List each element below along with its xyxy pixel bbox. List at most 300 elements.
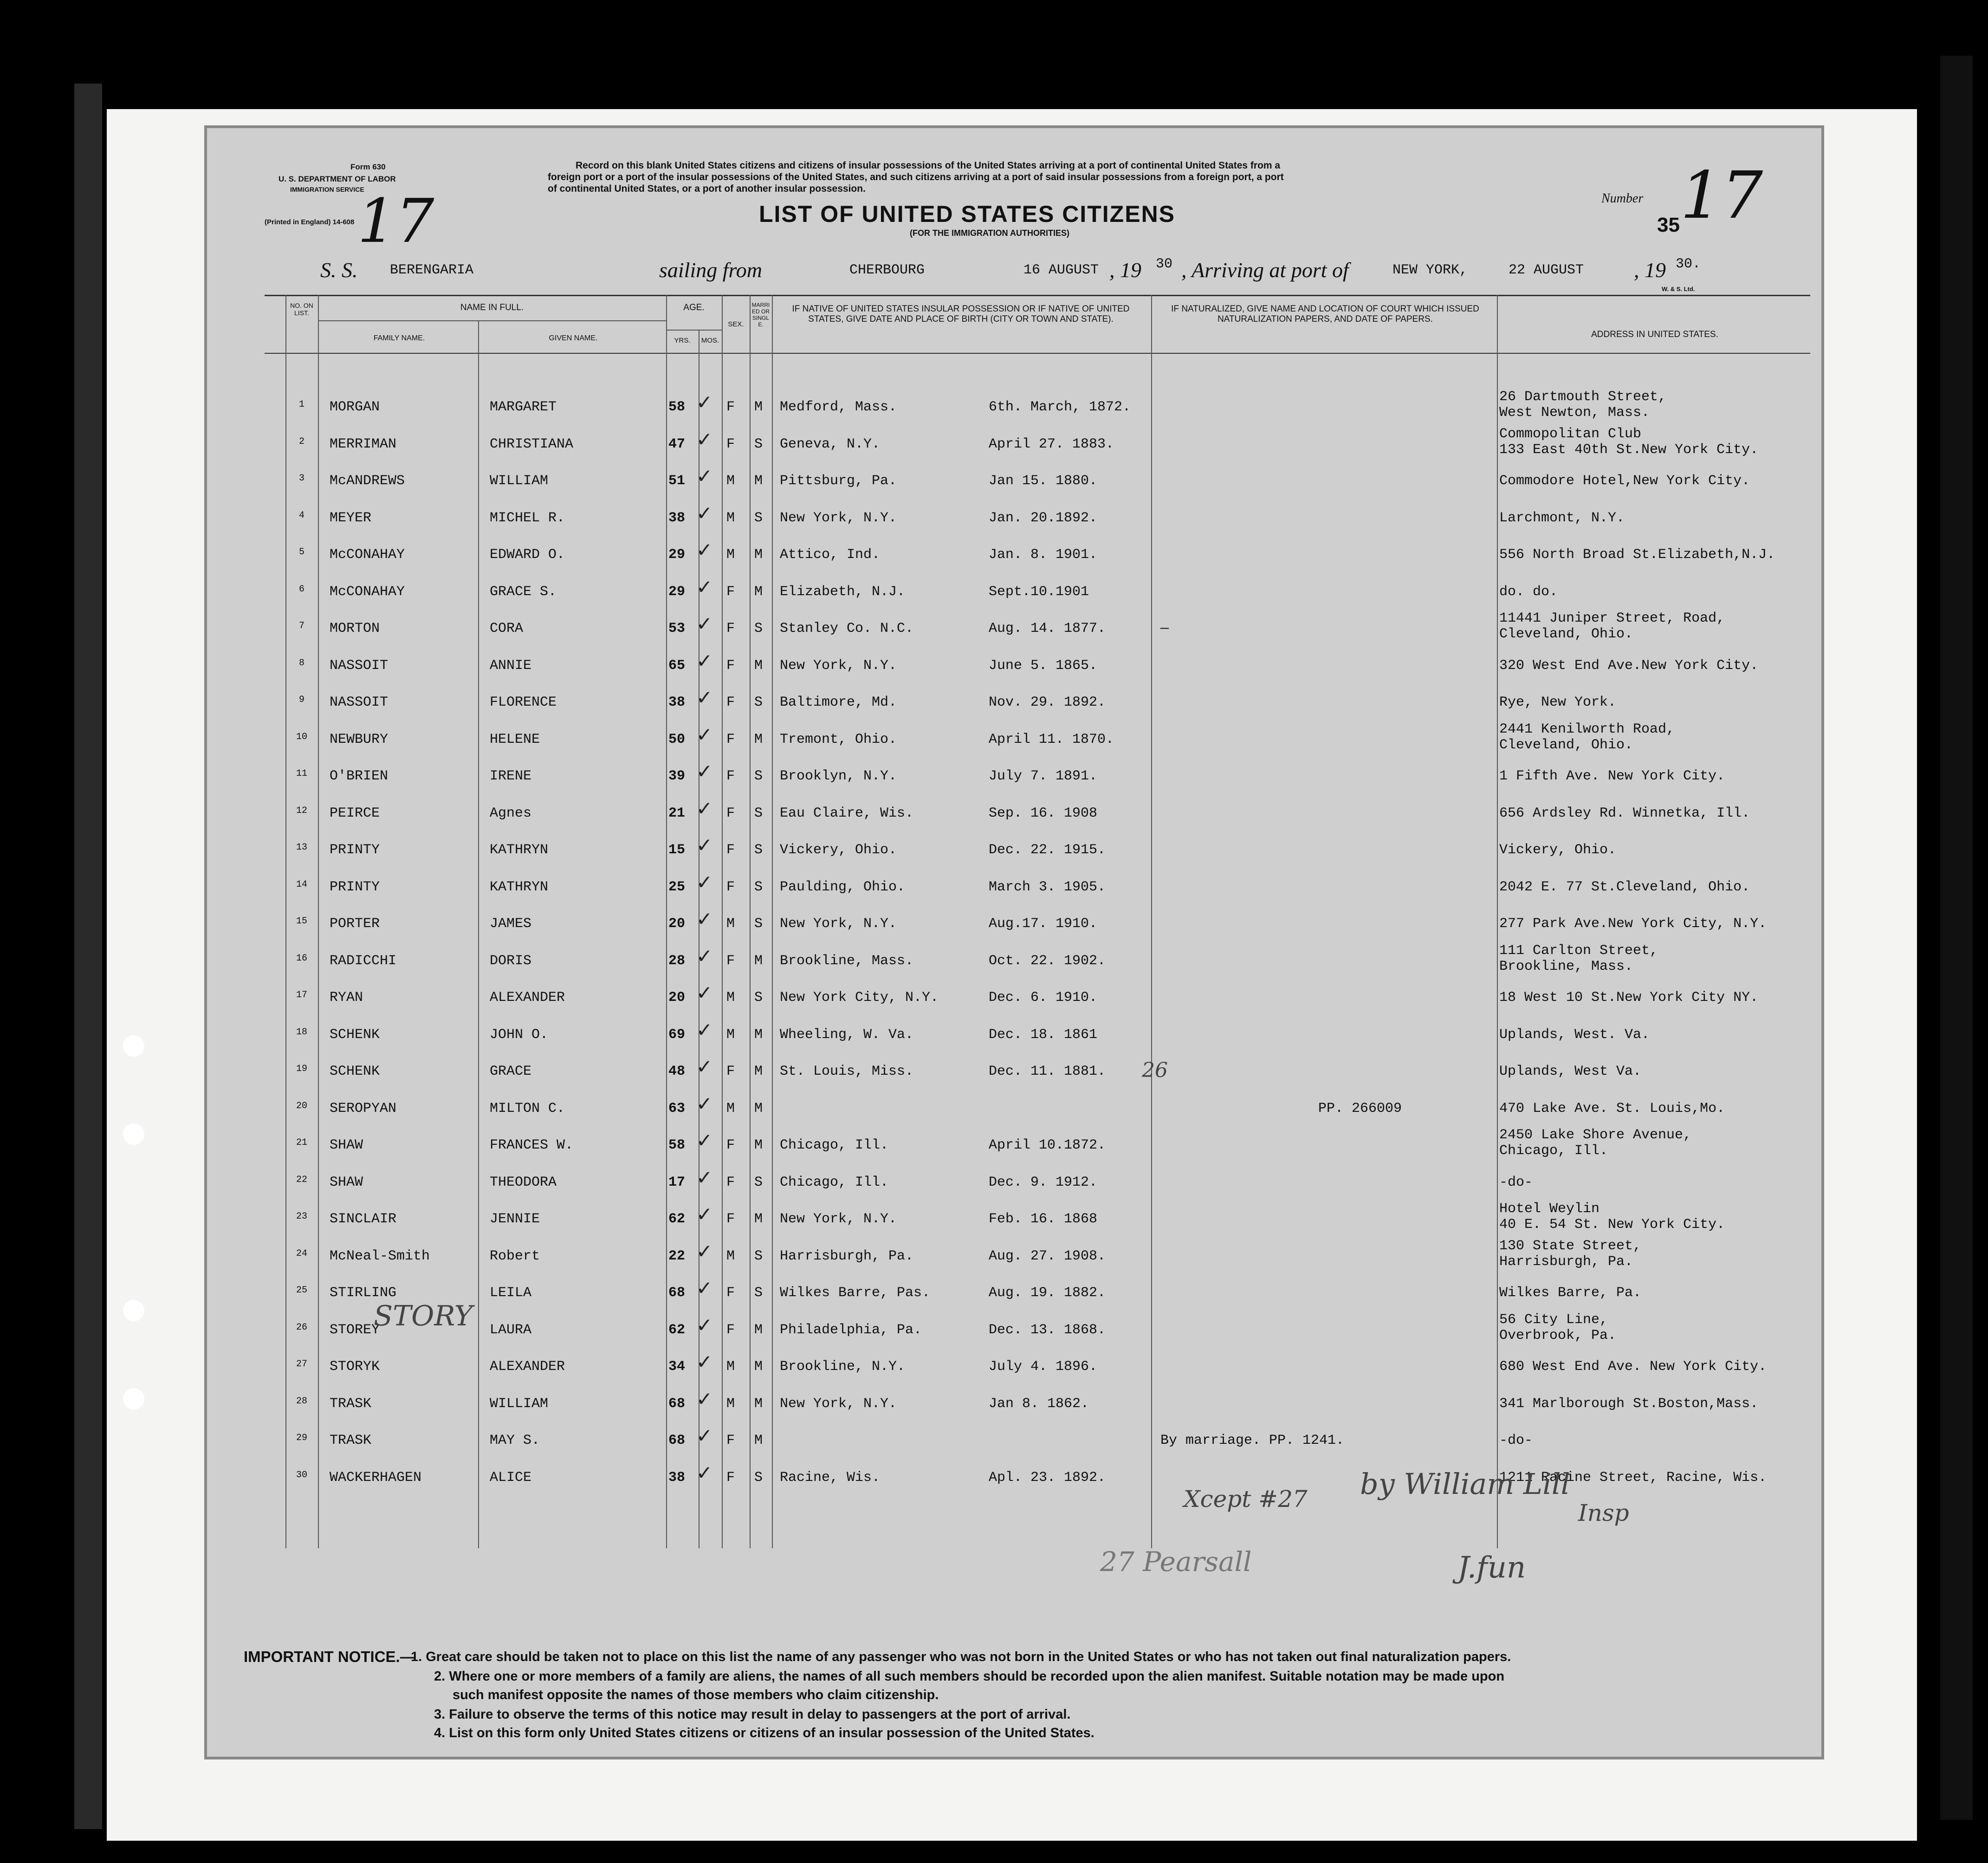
departure-date: 16 AUGUST bbox=[1023, 262, 1099, 278]
birth-date: Dec. 18. 1861 bbox=[989, 1026, 1098, 1043]
birth-date: Dec. 9. 1912. bbox=[989, 1174, 1098, 1190]
col-age: AGE. bbox=[683, 303, 705, 312]
checkmark-icon: ✓ bbox=[696, 612, 713, 635]
sex: F bbox=[726, 1137, 735, 1153]
age: 15 bbox=[668, 842, 686, 858]
given-name: MAY S. bbox=[490, 1433, 540, 1448]
age: 29 bbox=[668, 584, 686, 600]
checkmark-icon: ✓ bbox=[696, 723, 713, 746]
given-name: MILTON C. bbox=[490, 1100, 565, 1117]
checkmark-icon: ✓ bbox=[696, 391, 713, 414]
sex: F bbox=[726, 695, 735, 710]
sex: M bbox=[726, 1396, 735, 1412]
family-name: MORGAN bbox=[330, 399, 380, 415]
col-mos: MOS. bbox=[701, 337, 719, 344]
handwritten-except: Xcept #27 bbox=[1184, 1486, 1308, 1512]
row-number: 13 bbox=[296, 842, 307, 853]
birth-date: Aug.17. 1910. bbox=[989, 916, 1098, 932]
birth-place: Stanley Co. N.C. bbox=[780, 621, 914, 636]
sex: F bbox=[726, 842, 735, 858]
address: 656 Ardsley Rd. Winnetka, Ill. bbox=[1499, 805, 1750, 821]
address-line-2: Brookline, Mass. bbox=[1499, 958, 1633, 974]
age: 21 bbox=[668, 805, 686, 821]
birth-date: Sept.10.1901 bbox=[989, 584, 1089, 600]
notice-label: IMPORTANT NOTICE.— bbox=[244, 1648, 415, 1665]
row-number: 30 bbox=[296, 1469, 307, 1480]
checkmark-icon: ✓ bbox=[696, 1018, 713, 1041]
address: 56 City Line, bbox=[1499, 1311, 1608, 1328]
birth-place: Brooklyn, N.Y. bbox=[780, 768, 897, 784]
row-number: 18 bbox=[296, 1026, 307, 1038]
given-name: Agnes bbox=[490, 805, 532, 821]
inspector-signature: by William Lill bbox=[1360, 1467, 1570, 1501]
given-name: KATHRYN bbox=[490, 879, 549, 895]
age: 68 bbox=[668, 1285, 686, 1301]
notice-item-2b: such manifest opposite the names of those members who claim citizenship. bbox=[453, 1688, 939, 1702]
row-number: 9 bbox=[298, 695, 304, 705]
family-name: O'BRIEN bbox=[330, 768, 389, 784]
col-birth: IF NATIVE OF UNITED STATES INSULAR POSSESSION OR IF NATIVE OF UNITED STATES, GIVE DATE AND PLACE OF BIRTH (CITY OR TOWN AND STATE). bbox=[792, 304, 1130, 324]
handwritten-pearsall: 27 Pearsall bbox=[1100, 1546, 1252, 1577]
instruction-line-2: foreign port or a port of the insular possessions of the United States, and such citizens arriving at a port of said insular possessions from a foreign port, a port bbox=[548, 172, 1284, 182]
birth-date: Aug. 19. 1882. bbox=[989, 1285, 1106, 1301]
departure-port: CHERBOURG bbox=[849, 262, 925, 278]
birth-place: Baltimore, Md. bbox=[780, 695, 897, 710]
row-number: 28 bbox=[296, 1396, 307, 1407]
checkmark-icon: ✓ bbox=[696, 1092, 713, 1115]
sex: F bbox=[726, 1285, 735, 1301]
address: 11441 Juniper Street, Road, bbox=[1499, 610, 1725, 626]
row-number: 22 bbox=[296, 1174, 307, 1185]
row-number: 21 bbox=[296, 1137, 307, 1148]
marital-status: M bbox=[754, 1396, 763, 1412]
checkmark-icon: ✓ bbox=[696, 1387, 713, 1410]
row-number: 16 bbox=[296, 953, 307, 964]
address: Vickery, Ohio. bbox=[1499, 842, 1617, 858]
checkmark-icon: ✓ bbox=[696, 908, 713, 930]
address: 1211 Racine Street, Racine, Wis. bbox=[1499, 1469, 1767, 1486]
address: Uplands, West. Va. bbox=[1499, 1026, 1650, 1043]
col-rule bbox=[666, 295, 667, 1548]
address-line-2: 133 East 40th St.New York City. bbox=[1499, 441, 1759, 458]
marital-status: S bbox=[754, 1469, 763, 1486]
sex: M bbox=[726, 510, 735, 526]
marital-status: M bbox=[754, 731, 763, 747]
checkmark-icon: ✓ bbox=[696, 797, 713, 820]
sex: F bbox=[726, 768, 735, 784]
age: 25 bbox=[668, 879, 686, 895]
address: 111 Carlton Street, bbox=[1499, 942, 1658, 959]
sex: F bbox=[726, 657, 735, 674]
row-number: 1 bbox=[298, 399, 304, 410]
list-number: 35 bbox=[1657, 214, 1680, 236]
binder-strip bbox=[74, 84, 102, 1829]
birth-date: Dec. 11. 1881. bbox=[989, 1064, 1106, 1079]
birth-place: Chicago, Ill. bbox=[780, 1137, 889, 1153]
family-name: STIRLING bbox=[330, 1285, 397, 1301]
birth-place: Tremont, Ohio. bbox=[780, 731, 897, 747]
age: 58 bbox=[668, 399, 686, 415]
sex: M bbox=[726, 547, 735, 563]
sex: F bbox=[726, 621, 735, 636]
birth-place: Wheeling, W. Va. bbox=[780, 1026, 914, 1043]
row-number: 23 bbox=[296, 1211, 307, 1222]
col-rule bbox=[478, 320, 479, 1548]
birth-place: Geneva, N.Y. bbox=[780, 436, 881, 452]
checkmark-icon: ✓ bbox=[696, 1203, 713, 1226]
given-name: DORIS bbox=[490, 953, 532, 969]
given-name: CORA bbox=[490, 621, 524, 636]
age: 62 bbox=[668, 1211, 686, 1227]
age: 65 bbox=[668, 657, 686, 674]
marital-status: M bbox=[754, 1137, 763, 1153]
address-line-2: Cleveland, Ohio. bbox=[1499, 737, 1633, 753]
marital-status: S bbox=[754, 879, 763, 895]
instruction-line-1: Record on this blank United States citizens and citizens of insular possessions of the United States arriving at a port of continental United States from a bbox=[576, 160, 1281, 171]
row-number: 15 bbox=[296, 916, 307, 927]
address: 341 Marlborough St.Boston,Mass. bbox=[1499, 1396, 1759, 1412]
address: 26 Dartmouth Street, bbox=[1499, 389, 1667, 405]
address: 18 West 10 St.New York City NY. bbox=[1499, 990, 1759, 1006]
ship-name: BERENGARIA bbox=[390, 262, 474, 278]
sex: M bbox=[726, 990, 735, 1006]
given-name: HELENE bbox=[490, 731, 540, 747]
family-name: PRINTY bbox=[330, 842, 380, 858]
checkmark-icon: ✓ bbox=[696, 1350, 713, 1373]
birth-place: Chicago, Ill. bbox=[780, 1174, 889, 1190]
birth-date: Dec. 22. 1915. bbox=[989, 842, 1106, 858]
year-2: 30. bbox=[1676, 256, 1701, 272]
service: IMMIGRATION SERVICE bbox=[290, 186, 364, 193]
sex: F bbox=[726, 953, 735, 969]
col-married: MARRIED OR SINGLE. bbox=[751, 302, 770, 328]
row-number: 17 bbox=[296, 990, 307, 1000]
age: 48 bbox=[668, 1064, 686, 1079]
sex: F bbox=[726, 584, 735, 600]
age: 39 bbox=[668, 768, 686, 784]
row-number: 6 bbox=[298, 584, 304, 595]
checkmark-icon: ✓ bbox=[696, 1240, 713, 1263]
row-number: 2 bbox=[298, 436, 304, 447]
age: 62 bbox=[668, 1322, 686, 1338]
family-name: RYAN bbox=[330, 990, 363, 1006]
checkmark-icon: ✓ bbox=[696, 575, 713, 598]
checkmark-icon: ✓ bbox=[696, 834, 713, 857]
age: 68 bbox=[668, 1433, 686, 1448]
marital-status: S bbox=[754, 990, 763, 1006]
given-name: KATHRYN bbox=[490, 842, 549, 858]
family-name: NASSOIT bbox=[330, 657, 389, 674]
checkmark-icon: ✓ bbox=[696, 539, 713, 561]
age: 22 bbox=[668, 1248, 686, 1264]
sex: F bbox=[726, 731, 735, 747]
row-number: 10 bbox=[296, 731, 307, 742]
department: U. S. DEPARTMENT OF LABOR bbox=[278, 175, 396, 183]
birth-date: Jan 8. 1862. bbox=[989, 1396, 1089, 1412]
sex: F bbox=[726, 879, 735, 895]
row-number: 14 bbox=[296, 879, 307, 890]
naturalization: — bbox=[1160, 621, 1169, 636]
checkmark-icon: ✓ bbox=[696, 1313, 713, 1337]
birth-date: April 27. 1883. bbox=[989, 436, 1114, 452]
sex: M bbox=[726, 473, 735, 489]
marital-status: M bbox=[754, 473, 763, 489]
checkmark-icon: ✓ bbox=[696, 1424, 713, 1447]
birth-date: Apl. 23. 1892. bbox=[989, 1469, 1106, 1486]
address: do. do. bbox=[1499, 584, 1558, 600]
printer-mark: W. & S. Ltd. bbox=[1662, 286, 1695, 292]
address-line-2: West Newton, Mass. bbox=[1499, 405, 1650, 421]
col-family: FAMILY NAME. bbox=[373, 334, 425, 342]
birth-place: Wilkes Barre, Pas. bbox=[780, 1285, 931, 1301]
address: 2042 E. 77 St.Cleveland, Ohio. bbox=[1499, 879, 1750, 895]
address: 130 State Street, bbox=[1499, 1238, 1642, 1254]
age: 28 bbox=[668, 953, 686, 969]
address: 320 West End Ave.New York City. bbox=[1499, 657, 1759, 674]
sex: F bbox=[726, 1064, 735, 1079]
family-name: SHAW bbox=[330, 1137, 363, 1153]
given-name: GRACE bbox=[490, 1064, 532, 1079]
address: Wilkes Barre, Pa. bbox=[1499, 1285, 1642, 1301]
row-number: 3 bbox=[298, 473, 304, 484]
family-name: SCHENK bbox=[330, 1026, 380, 1043]
address: Commodore Hotel,New York City. bbox=[1499, 473, 1750, 489]
address: 556 North Broad St.Elizabeth,N.J. bbox=[1499, 547, 1775, 563]
age: 58 bbox=[668, 1137, 686, 1153]
family-name: SHAW bbox=[330, 1174, 363, 1190]
birth-place: New York, N.Y. bbox=[780, 657, 897, 674]
marital-status: S bbox=[754, 805, 763, 821]
given-name: IRENE bbox=[490, 768, 532, 784]
given-name: JAMES bbox=[490, 916, 532, 932]
sex: M bbox=[726, 916, 735, 932]
name-header-rule bbox=[318, 320, 666, 321]
age: 38 bbox=[668, 510, 686, 526]
family-name: McNeal-Smith bbox=[330, 1248, 430, 1264]
marital-status: S bbox=[754, 1174, 763, 1190]
given-name: LAURA bbox=[490, 1322, 532, 1338]
birth-place: Medford, Mass. bbox=[780, 399, 897, 415]
birth-date: July 7. 1891. bbox=[989, 768, 1098, 784]
age: 68 bbox=[668, 1396, 686, 1412]
address: Rye, New York. bbox=[1499, 695, 1617, 710]
sex: M bbox=[726, 1026, 735, 1043]
birth-place: Harrisburgh, Pa. bbox=[780, 1248, 914, 1264]
age: 20 bbox=[668, 916, 686, 932]
address: -do- bbox=[1499, 1174, 1533, 1190]
row-number: 4 bbox=[298, 510, 304, 521]
number-label: Number bbox=[1601, 191, 1644, 206]
birth-date: Jan. 8. 1901. bbox=[989, 547, 1098, 563]
marital-status: S bbox=[754, 1248, 763, 1264]
address-line-2: Overbrook, Pa. bbox=[1499, 1327, 1617, 1344]
birth-place: Paulding, Ohio. bbox=[780, 879, 906, 895]
marital-status: S bbox=[754, 695, 763, 710]
naturalization: PP. 266009 bbox=[1318, 1100, 1402, 1117]
age: 34 bbox=[668, 1359, 686, 1375]
punch-hole bbox=[123, 1300, 144, 1321]
address-line-2: Chicago, Ill. bbox=[1499, 1143, 1608, 1159]
family-name: TRASK bbox=[330, 1396, 372, 1412]
naturalization: By marriage. PP. 1241. bbox=[1160, 1433, 1345, 1448]
header-bottom-rule bbox=[265, 353, 1810, 354]
address: 1 Fifth Ave. New York City. bbox=[1499, 768, 1725, 784]
marital-status: S bbox=[754, 510, 763, 526]
row-number: 12 bbox=[296, 805, 307, 816]
sex: M bbox=[726, 1248, 735, 1264]
handwritten-story: STORY bbox=[374, 1300, 473, 1332]
handwritten-number-left: 17 bbox=[357, 186, 434, 256]
checkmark-icon: ✓ bbox=[696, 465, 713, 487]
ss-label: S. S. bbox=[320, 258, 358, 282]
given-name: GRACE S. bbox=[490, 584, 557, 600]
given-name: ALEXANDER bbox=[490, 990, 565, 1006]
row-number: 27 bbox=[296, 1359, 307, 1370]
form-number: Form 630 bbox=[350, 162, 386, 171]
age-header-rule bbox=[666, 330, 722, 331]
birth-place: New York, N.Y. bbox=[780, 1396, 897, 1412]
family-name: MEYER bbox=[330, 510, 372, 526]
age: 47 bbox=[668, 436, 686, 452]
birth-date: Feb. 16. 1868 bbox=[989, 1211, 1098, 1227]
birth-place: Elizabeth, N.J. bbox=[780, 584, 906, 600]
marital-status: M bbox=[754, 1359, 763, 1375]
birth-date: Dec. 6. 1910. bbox=[989, 990, 1098, 1006]
given-name: JENNIE bbox=[490, 1211, 540, 1227]
age: 50 bbox=[668, 731, 686, 747]
arrival-date: 22 AUGUST bbox=[1509, 262, 1584, 278]
col-rule bbox=[1497, 295, 1498, 1548]
birth-place: Pittsburg, Pa. bbox=[780, 473, 897, 489]
marital-status: S bbox=[754, 916, 763, 932]
age: 17 bbox=[668, 1174, 686, 1190]
address: Uplands, West Va. bbox=[1499, 1064, 1642, 1079]
handwritten-insp: Insp bbox=[1578, 1499, 1629, 1526]
family-name: MORTON bbox=[330, 621, 380, 636]
marital-status: M bbox=[754, 1026, 763, 1043]
address: 277 Park Ave.New York City, N.Y. bbox=[1499, 916, 1767, 932]
family-name: TRASK bbox=[330, 1433, 372, 1448]
family-name: PRINTY bbox=[330, 879, 380, 895]
handwritten-initials: J.fun bbox=[1457, 1551, 1526, 1585]
given-name: FLORENCE bbox=[490, 695, 557, 710]
row-number: 5 bbox=[298, 547, 304, 558]
family-name: McCONAHAY bbox=[330, 547, 405, 563]
sex: F bbox=[726, 805, 735, 821]
checkmark-icon: ✓ bbox=[696, 428, 713, 451]
age: 20 bbox=[668, 990, 686, 1006]
family-name: WACKERHAGEN bbox=[330, 1469, 422, 1486]
birth-date: Nov. 29. 1892. bbox=[989, 695, 1106, 710]
checkmark-icon: ✓ bbox=[696, 1277, 713, 1299]
row-number: 29 bbox=[296, 1433, 307, 1443]
col-rule bbox=[750, 295, 751, 1548]
given-name: MARGARET bbox=[490, 399, 557, 415]
col-given: GIVEN NAME. bbox=[549, 334, 598, 342]
birth-place: New York, N.Y. bbox=[780, 916, 897, 932]
year-label-2: , 19 bbox=[1634, 258, 1666, 282]
arrival-port: NEW YORK, bbox=[1392, 262, 1468, 278]
given-name: ANNIE bbox=[490, 657, 532, 674]
col-rule bbox=[722, 295, 723, 1548]
address-line-2: Cleveland, Ohio. bbox=[1499, 626, 1633, 642]
notice-item-3: 3. Failure to observe the terms of this notice may result in delay to passengers at the port of arrival. bbox=[434, 1707, 1071, 1722]
punch-hole bbox=[123, 1123, 144, 1145]
birth-date: Dec. 13. 1868. bbox=[989, 1322, 1106, 1338]
sex: F bbox=[726, 399, 735, 415]
checkmark-icon: ✓ bbox=[696, 686, 713, 709]
birth-date: Jan 15. 1880. bbox=[989, 473, 1098, 489]
marital-status: M bbox=[754, 547, 763, 563]
sex: F bbox=[726, 1469, 735, 1486]
row-number: 8 bbox=[298, 657, 304, 669]
col-naturalized: IF NATURALIZED, GIVE NAME AND LOCATION OF COURT WHICH ISSUED NATURALIZATION PAPERS, AND DATE OF PAPERS. bbox=[1171, 304, 1479, 324]
family-name: McCONAHAY bbox=[330, 584, 405, 600]
family-name: MERRIMAN bbox=[330, 436, 397, 452]
birth-place: Attico, Ind. bbox=[780, 547, 881, 563]
punch-hole bbox=[123, 1035, 144, 1057]
col-sex: SEX. bbox=[728, 320, 744, 328]
checkmark-icon: ✓ bbox=[696, 1129, 713, 1152]
address: -do- bbox=[1499, 1433, 1533, 1448]
checkmark-icon: ✓ bbox=[696, 1055, 713, 1078]
printed-note: (Printed in England) 14-608 bbox=[265, 218, 355, 226]
row-number: 25 bbox=[296, 1285, 307, 1296]
sex: M bbox=[726, 1359, 735, 1375]
birth-place: Philadelphia, Pa. bbox=[780, 1322, 922, 1338]
right-edge bbox=[1940, 56, 1973, 1820]
instruction-line-3: of continental United States, or a port of another insular possession. bbox=[548, 183, 866, 194]
row-number: 24 bbox=[296, 1248, 307, 1259]
checkmark-icon: ✓ bbox=[696, 1166, 713, 1189]
family-name: McANDREWS bbox=[330, 473, 405, 489]
family-name: SCHENK bbox=[330, 1064, 380, 1079]
col-rule bbox=[285, 295, 286, 1548]
handwritten-number: 17 bbox=[1680, 158, 1763, 234]
age: 38 bbox=[668, 1469, 686, 1486]
row-number: 7 bbox=[298, 621, 304, 631]
checkmark-icon: ✓ bbox=[696, 944, 713, 967]
address: Commopolitan Club bbox=[1499, 426, 1642, 442]
marital-status: S bbox=[754, 621, 763, 636]
given-name: MICHEL R. bbox=[490, 510, 565, 526]
age: 29 bbox=[668, 547, 686, 563]
address: 470 Lake Ave. St. Louis,Mo. bbox=[1499, 1100, 1725, 1117]
given-name: LEILA bbox=[490, 1285, 532, 1301]
marital-status: S bbox=[754, 842, 763, 858]
marital-status: M bbox=[754, 1211, 763, 1227]
birth-date: July 4. 1896. bbox=[989, 1359, 1098, 1375]
marital-status: M bbox=[754, 1064, 763, 1079]
family-name: STORYK bbox=[330, 1359, 380, 1375]
address: Larchmont, N.Y. bbox=[1499, 510, 1625, 526]
col-address: ADDRESS IN UNITED STATES. bbox=[1591, 330, 1718, 339]
birth-place: Brookline, Mass. bbox=[780, 953, 914, 969]
address-line-2: 40 E. 54 St. New York City. bbox=[1499, 1217, 1725, 1233]
family-name: SEROPYAN bbox=[330, 1100, 397, 1117]
col-rule bbox=[1151, 295, 1152, 1548]
col-yrs: YRS. bbox=[674, 337, 691, 344]
manifest-sheet bbox=[204, 125, 1824, 1759]
birth-date: March 3. 1905. bbox=[989, 879, 1106, 895]
marital-status: M bbox=[754, 1100, 763, 1117]
page-subtitle: (FOR THE IMMIGRATION AUTHORITIES) bbox=[910, 228, 1069, 238]
family-name: SINCLAIR bbox=[330, 1211, 397, 1227]
birth-place: New York, N.Y. bbox=[780, 1211, 897, 1227]
birth-place: St. Louis, Miss. bbox=[780, 1064, 914, 1079]
given-name: JOHN O. bbox=[490, 1026, 549, 1043]
birth-place: Vickery, Ohio. bbox=[780, 842, 897, 858]
